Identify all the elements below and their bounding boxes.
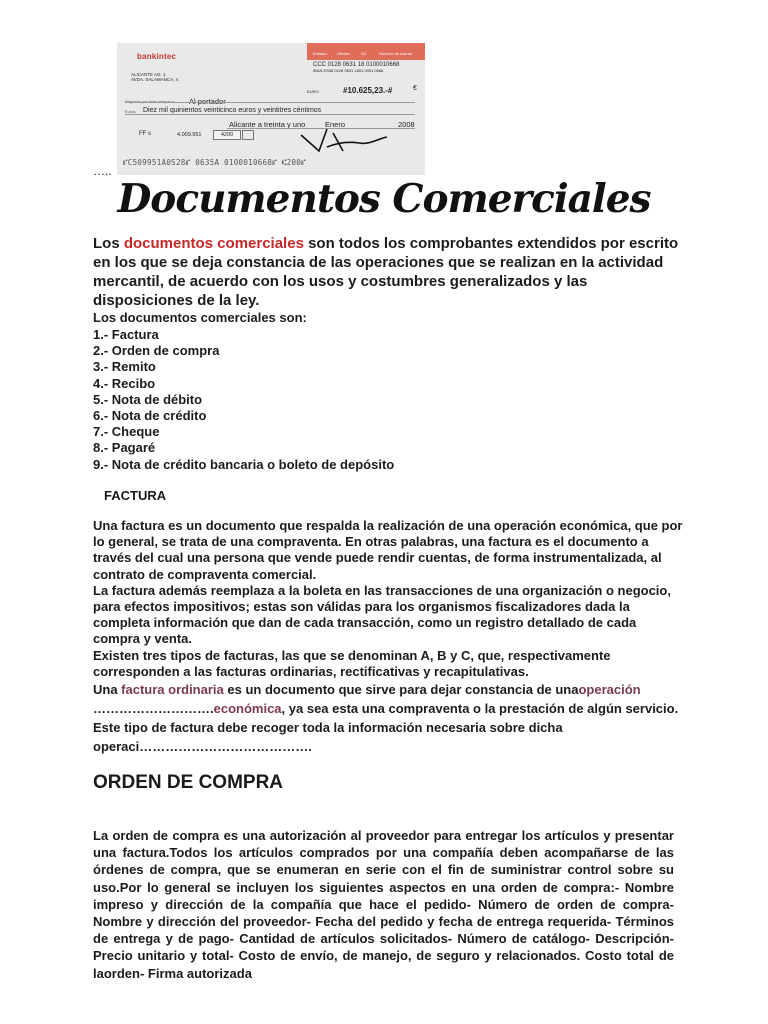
factura-paragraph: Una factura es un documento que respalda la realización de una operación económica, que por lo general, se trata de una compraventa. En otras palabras, una factura es el documento a través del cual una persona que vende puede rendir cuentas, de forma instrumentalizada, al contrato de compraventa comercial. — [93, 518, 683, 582]
cheque-place: Alicante a treinta y uno — [229, 120, 306, 129]
cheque-ccc: CCC 0128 0631 18 0100010668 — [313, 62, 400, 68]
factura-paragraph: Existen tres tipos de facturas, las que se denominan A, B y C, que, respectivamente corresponden a las facturas ordinarias, rectificativas y recapitulativas. — [93, 647, 611, 679]
cheque-month: Enero — [325, 120, 346, 129]
cheque-address-line: ALICANTE AG. 1 — [131, 72, 166, 77]
list-item — [93, 424, 683, 440]
text-segment: ………………………. — [93, 701, 214, 716]
list-text: - Nota de crédito — [103, 407, 207, 423]
list-number: 2. — [93, 343, 104, 359]
list-number: 6. — [93, 407, 104, 423]
list-item — [93, 440, 683, 456]
cheque-payee-label: Páguese por este cheque a — [125, 99, 174, 104]
cheque-euro-label: EURO — [307, 89, 319, 94]
cheque-words-label: Euros — [125, 109, 136, 114]
text-segment: Una — [93, 682, 122, 697]
list-text: - Cheque — [103, 424, 160, 440]
cheque-line — [125, 102, 415, 103]
cheque-header-band — [307, 43, 425, 60]
documentos-comerciales-link[interactable]: documentos comerciales — [123, 235, 304, 252]
list-number: 3. — [93, 359, 104, 375]
list-number: 7. — [93, 424, 104, 440]
list-number: 5. — [93, 391, 104, 407]
cheque-amount: #10.625,23.-# — [343, 86, 393, 95]
cheque-ffe-label: FF s — [139, 131, 151, 137]
list-text: - Nota de crédito bancaria o boleto de depósito — [103, 456, 395, 472]
list-number: 4. — [93, 375, 104, 391]
factura-heading: FACTURA — [104, 488, 167, 503]
intro-post: son todos los comprobantes extendidos por escrito en los que se deja constancia de las operaciones que se realizan en la actividad mercantil, de acuerdo con los usos y costumbres generalizados y las disposiciones de la ley. — [93, 235, 679, 309]
cheque-payee: Al portador — [189, 97, 226, 106]
list-item — [93, 376, 683, 392]
cheque-header-col: Entidad — [313, 51, 327, 56]
text-segment: es un documento que sirve para dejar constancia de una — [223, 682, 579, 697]
text-segment: , ya sea esta una compraventa o la prestación de algún servicio. Este tipo de factura debe recoger toda la información necesaria sobre dicha operaci…………………………………. — [93, 701, 679, 754]
signature-icon — [297, 125, 407, 155]
list-text: - Nota de débito — [103, 391, 203, 407]
list-item — [93, 392, 683, 408]
list-item — [93, 408, 683, 424]
document-types-list — [93, 327, 683, 473]
cheque-sum-box: 4200 — [213, 130, 241, 140]
list-text: - Factura — [103, 327, 159, 342]
cheque-amount-words: Diez mil quinientos veinticinco euros y veintitres céntimos — [143, 107, 322, 114]
cheque-micr-line: ⑈C509951A0S28⑈ 0635A 0100010668⑈ ⑆200⑈ — [123, 158, 306, 167]
list-number: 1. — [93, 327, 104, 342]
list-number: 9. — [93, 456, 104, 472]
list-number: 8. — [93, 440, 104, 456]
cheque-iban: IBAN ES58 0128 0631 1801 0001 0668 — [313, 68, 384, 73]
operacion-link[interactable]: operación — [578, 682, 641, 697]
orden-paragraph: La orden de compra es una autorización al proveedor para entregar los artículos y presentar una factura.Todos los artículos comprados por una compañía deben acompañarse de las órdenes de compra, que se enumeran en serie con el fin de suministrar control sobre su uso.Por lo general se incluyen los siguientes aspectos en una orden de compra:- Nombre impreso y dirección de la compañía que hace el pedido- Número de orden de compra- Nombre y dirección del proveedor- Fecha del pedido y fecha de entrega requerida- Términos de entrega y de pago- Cantidad de artículos solicitados- Número de catálogo- Descripción- Precio unitario y total- Costo de envío, de manejo, de seguro y relacionados. Costo total de laorden- Firma autorizada — [93, 828, 674, 981]
cheque-header-col: DC — [361, 51, 367, 56]
cheque-address — [131, 72, 178, 82]
cheque-image — [117, 43, 425, 175]
list-item — [93, 327, 683, 343]
page-title: Documentos Comerciales — [117, 176, 651, 222]
factura-paragraph: La factura además reemplaza a la boleta en las transacciones de una organización o negocio, para efectos impositivos; estas son válidas para los organismos fiscalizadores dada la completa información que dan de cada transacción, como un registro detallado de cada compra y venta. — [93, 582, 671, 647]
list-item — [93, 359, 683, 375]
cheque-box — [242, 130, 254, 140]
cheque-sum: 4.009.951 — [177, 132, 202, 138]
list-text: - Orden de compra — [103, 343, 220, 359]
bank-logo: bankintec — [137, 52, 177, 61]
cheque-address-line: AVDA. SALAMANCA, 4 — [131, 77, 179, 82]
list-text: - Recibo — [103, 375, 156, 391]
list-label: Los documentos comerciales son: — [93, 310, 307, 325]
ellipsis-text: ….. — [93, 164, 112, 178]
list-item — [93, 343, 683, 359]
orden-heading: ORDEN DE COMPRA — [93, 772, 284, 793]
cheque-header-col: Oficina — [337, 51, 350, 56]
list-item — [93, 457, 683, 473]
factura-body — [93, 518, 683, 680]
cheque-line — [125, 114, 415, 115]
cheque-header-col: Número de cuenta — [379, 51, 412, 56]
euro-icon: € — [413, 85, 417, 92]
list-text: - Pagaré — [103, 440, 156, 456]
cheque-year: 2008 — [398, 120, 415, 129]
intro-paragraph — [93, 234, 683, 310]
economica-link[interactable]: económica — [213, 701, 282, 716]
factura-ordinaria-paragraph — [93, 680, 683, 756]
factura-ordinaria-link[interactable]: factura ordinaria — [121, 682, 224, 697]
list-text: - Remito — [103, 359, 156, 375]
intro-pre: Los — [93, 235, 124, 252]
